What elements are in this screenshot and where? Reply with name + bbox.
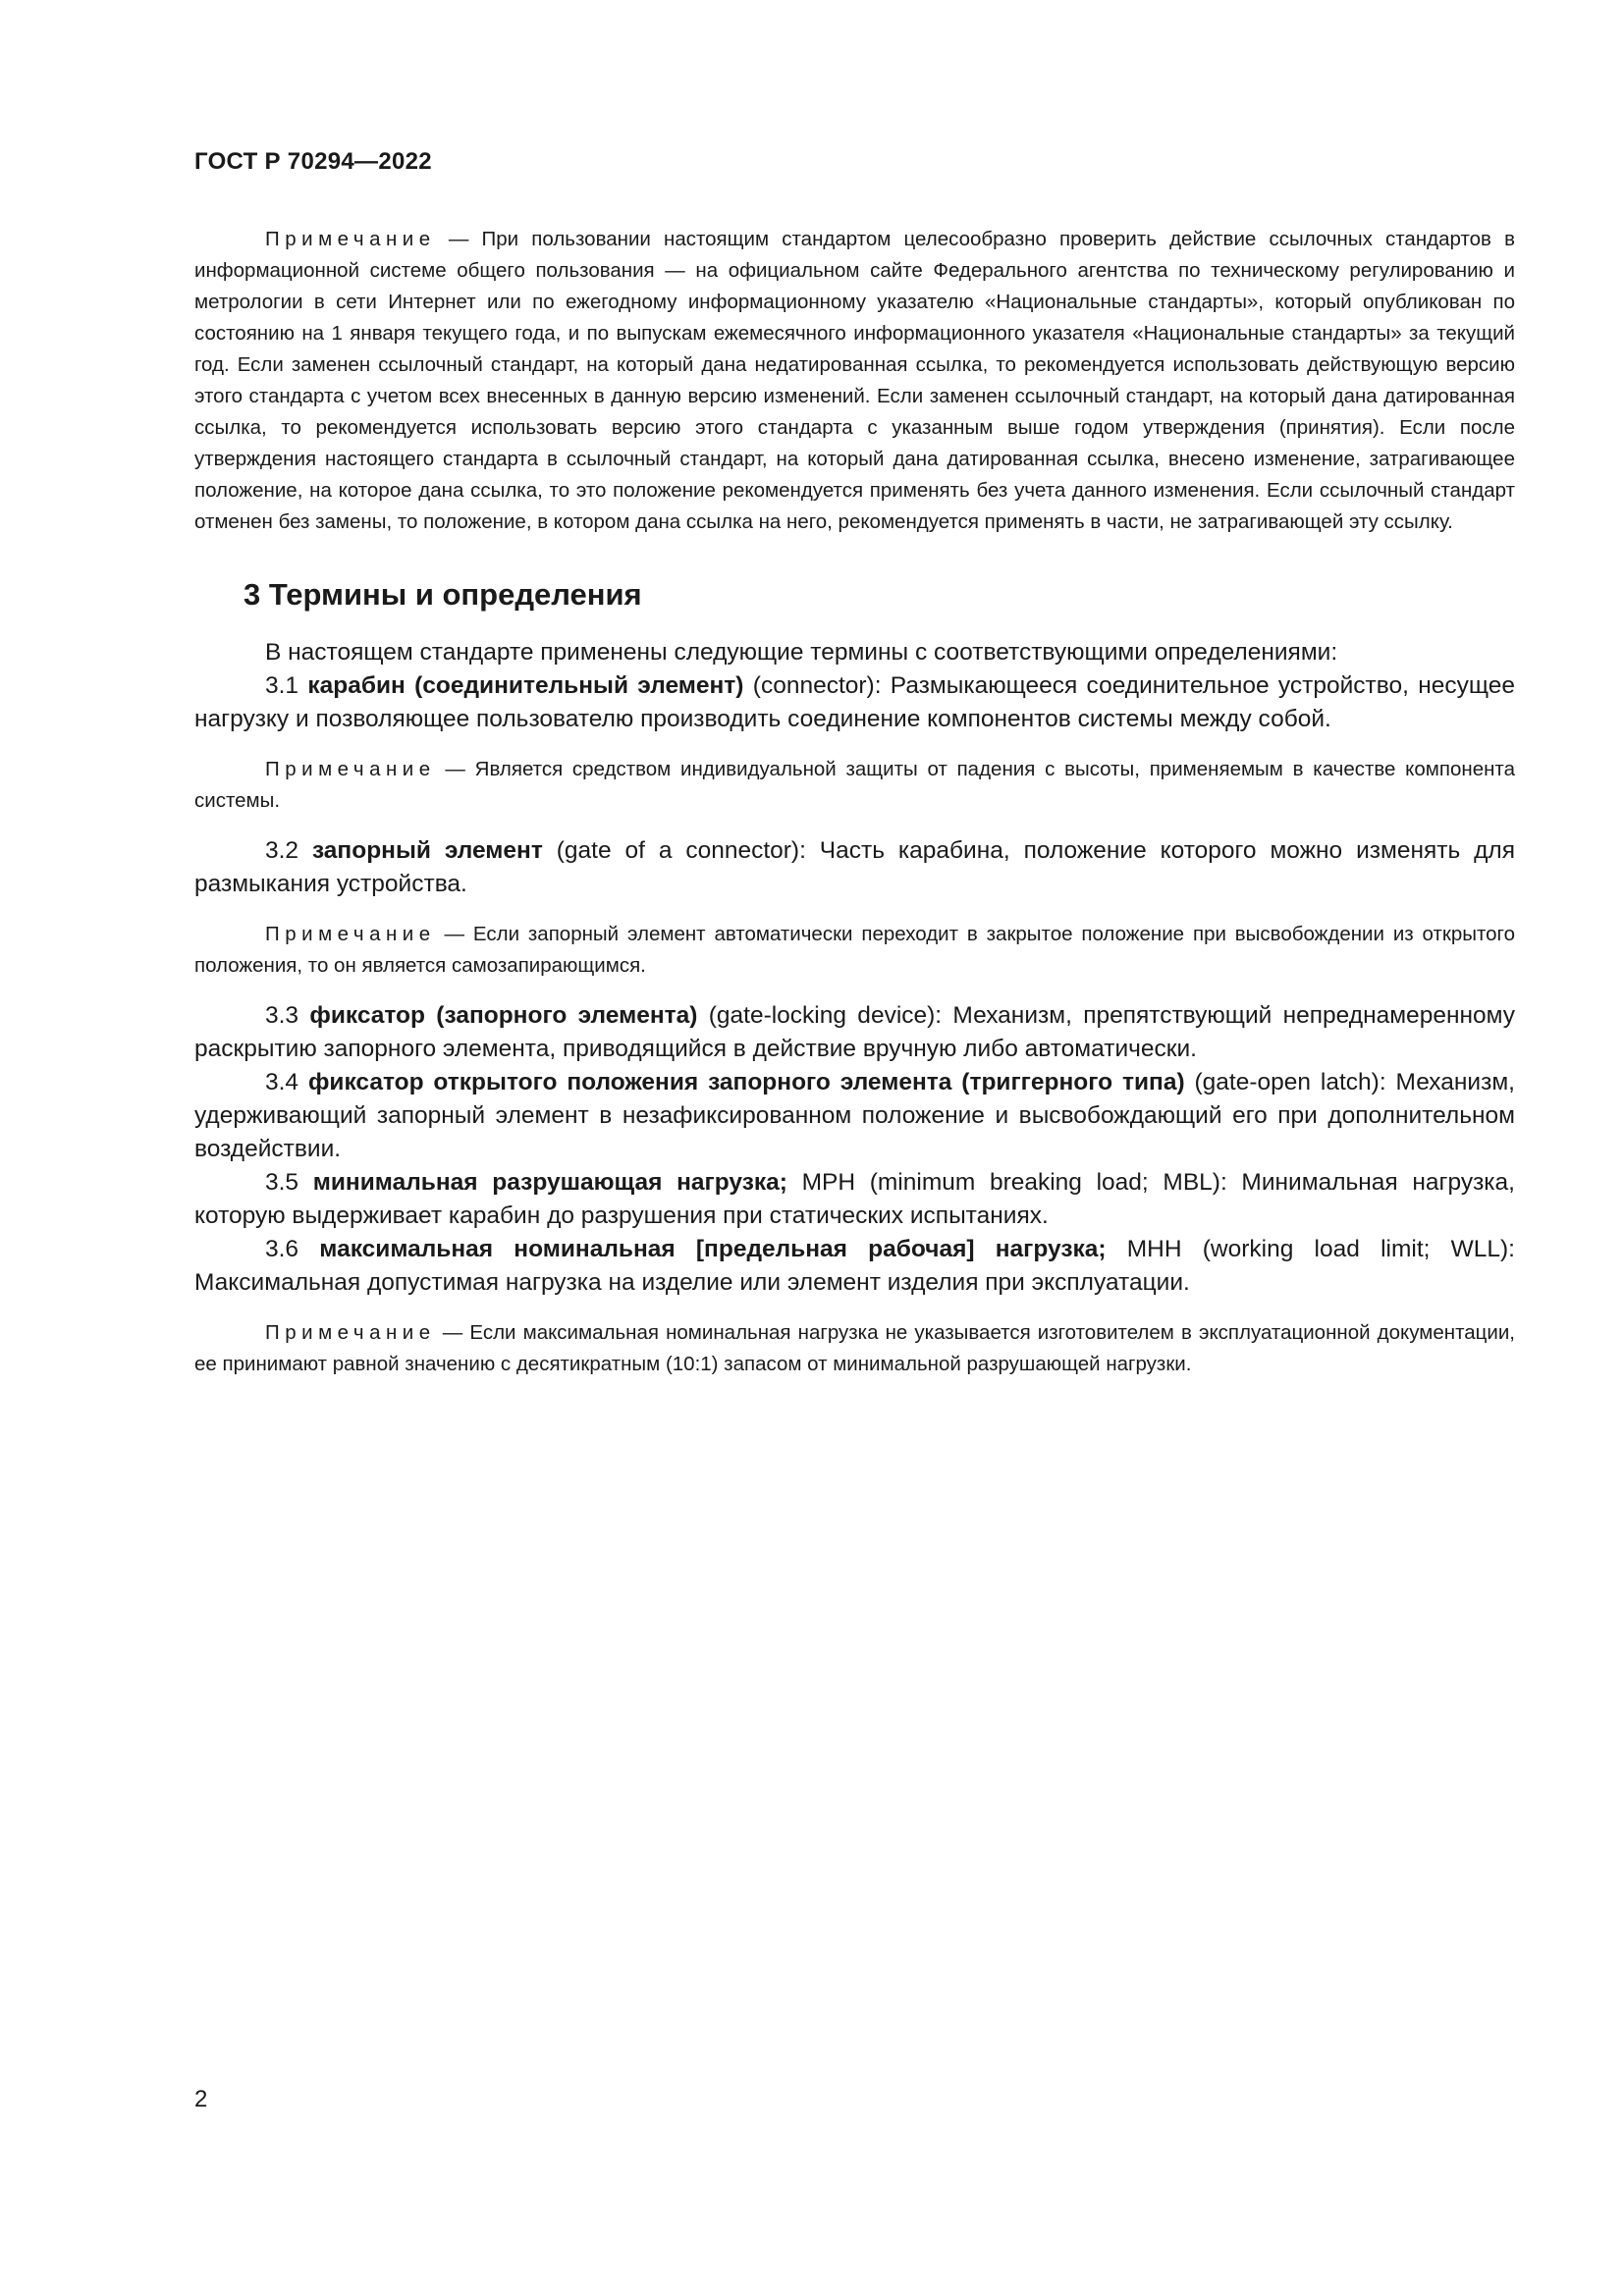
term-definition: (gate-locking device): Механизм, препятствующий непреднамеренному раскрытию запорного элемента, приводящийся в действие вручную либо автоматически.: [194, 1002, 1515, 1062]
note-referenced-standards: Примечание — При пользовании настоящим стандартом целесообразно проверить действие ссылочных стандартов в информационной системе общего пользования — на официальном сайте Федерального агентства по техническому регулированию и метрологии в сети Интернет или по ежегодному информационному указателю «Национальные стандарты», который опубликован по состоянию на 1 января текущего года, и по выпускам ежемесячного информационного указателя «Национальные стандарты» за текущий год. Если заменен ссылочный стандарт, на который дана недатированная ссылка, то рекомендуется использовать действующую версию этого стандарта с учетом всех внесенных в данную версию изменений. Если заменен ссылочный стандарт, на который дана датированная ссылка, то рекомендуется использовать версию этого стандарта с указанным выше годом утверждения (принятия). Если после утверждения настоящего стандарта в ссылочный стандарт, на который дана датированная ссылка, внесено изменение, затрагивающее положение, на которое дана ссылка, то это положение рекомендуется применять без учета данного изменения. Если ссылочный стандарт отменен без замены, то положение, в котором дана ссылка на него, рекомендуется применять в части, не затрагивающей эту ссылку.: [194, 228, 1515, 533]
page-content: [194, 224, 1515, 1380]
note-label: Примечание: [265, 758, 436, 780]
page-number: 2: [194, 2086, 208, 2112]
note-label: Примечание: [265, 923, 436, 945]
note-text: Если максимальная номинальная нагрузка не указывается изготовителем в эксплуатационной документации, ее принимают равной значению с десятикратным (10:1) запасом от минимальной разрушающей нагрузки.: [194, 1321, 1515, 1375]
term-3-2: 3.2 запорный элемент (gate of a connector): Часть карабина, положение которого можно изменять для размыкания устройства.: [194, 837, 1515, 897]
note-label: Примечание: [265, 228, 436, 250]
term-name: фиксатор открытого положения запорного элемента (триггерного типа): [307, 1069, 1185, 1095]
term-definition: (gate of a connector): Часть карабина, положение которого можно изменять для размыкания устройства.: [194, 837, 1515, 897]
note-text: Если запорный элемент автоматически переходит в закрытое положение при высвобождении из открытого положения, то он является самозапирающимся.: [194, 923, 1515, 977]
document-code-header: ГОСТ Р 70294—2022: [194, 148, 432, 175]
term-name: запорный элемент: [311, 837, 543, 864]
term-3-5: 3.5 минимальная разрушающая нагрузка; МРН (minimum breaking load; MBL): Минимальная нагрузка, которую выдерживает карабин до разрушения при статических испытаниях.: [194, 1169, 1515, 1229]
term-name: максимальная номинальная [предельная рабочая] нагрузка;: [319, 1236, 1107, 1262]
term-definition: МНН (working load limit; WLL): Максимальная допустимая нагрузка на изделие или элемент изделия при эксплуатации.: [194, 1236, 1515, 1296]
term-definition: (gate-open latch): Механизм, удерживающий запорный элемент в незафиксированном положение и высвобождающий его при дополнительном воздействии.: [194, 1069, 1515, 1162]
term-name: фиксатор (запорного элемента): [309, 1002, 698, 1029]
term-name: карабин (соединительный элемент): [307, 672, 744, 699]
section-title: 3 Термины и определения: [244, 577, 642, 612]
term-name: минимальная разрушающая нагрузка;: [312, 1169, 787, 1196]
term-3-3: 3.3 фиксатор (запорного элемента) (gate-locking device): Механизм, препятствующий непреднамеренному раскрытию запорного элемента, приводящийся в действие вручную либо автоматически.: [194, 1002, 1515, 1062]
note-term-3-1: Примечание — Является средством индивидуальной защиты от падения с высоты, применяемым в качестве компонента системы.: [194, 758, 1515, 812]
term-3-1: 3.1 карабин (соединительный элемент) (connector): Размыкающееся соединительное устройство, несущее нагрузку и позволяющее пользователю производить соединение компонентов системы между собой.: [194, 672, 1516, 732]
term-definition: (connector): Размыкающееся соединительное устройство, несущее нагрузку и позволяющее пользователю производить соединение компонентов системы между собой.: [194, 672, 1516, 732]
term-3-4: 3.4 фиксатор открытого положения запорного элемента (триггерного типа) (gate-open latch): Механизм, удерживающий запорный элемент в незафиксированном положение и высвобождающий его при дополнительном воздействии.: [194, 1069, 1515, 1162]
note-label: Примечание: [265, 1321, 436, 1344]
section-intro: В настоящем стандарте применены следующие термины с соответствующими определениями:: [265, 639, 1338, 666]
note-text: При пользовании настоящим стандартом целесообразно проверить действие ссылочных стандартов в информационной системе общего пользования — на официальном сайте Федерального агентства по техническому регулированию и метрологии в сети Интернет или по ежегодному информационному указателю «Национальные стандарты», который опубликован по состоянию на 1 января текущего года, и по выпускам ежемесячного информационного указателя «Национальные стандарты» за текущий год. Если заменен ссылочный стандарт, на который дана недатированная ссылка, то рекомендуется использовать действующую версию этого стандарта с учетом всех внесенных в данную версию изменений. Если заменен ссылочный стандарт, на который дана датированная ссылка, то рекомендуется использовать версию этого стандарта с указанным выше годом утверждения (принятия). Если после утверждения настоящего стандарта в ссылочный стандарт, на который дана датированная ссылка, внесено изменение, затрагивающее положение, на которое дана ссылка, то это положение рекомендуется применять без учета данного изменения. Если ссылочный стандарт отменен без замены, то положение, в котором дана ссылка на него, рекомендуется применять в части, не затрагивающей эту ссылку.: [194, 228, 1515, 533]
note-term-3-2: Примечание — Если запорный элемент автоматически переходит в закрытое положение при высвобождении из открытого положения, то он является самозапирающимся.: [194, 923, 1515, 977]
term-3-6: 3.6 максимальная номинальная [предельная рабочая] нагрузка; МНН (working load limit; WLL): Максимальная допустимая нагрузка на изделие или элемент изделия при эксплуатации.: [194, 1236, 1515, 1296]
note-text: Является средством индивидуальной защиты от падения с высоты, применяемым в качестве компонента системы.: [194, 758, 1515, 812]
note-term-3-6: Примечание — Если максимальная номинальная нагрузка не указывается изготовителем в эксплуатационной документации, ее принимают равной значению с десятикратным (10:1) запасом от минимальной разрушающей нагрузки.: [194, 1321, 1515, 1375]
term-definition: МРН (minimum breaking load; MBL): Минимальная нагрузка, которую выдерживает карабин до разрушения при статических испытаниях.: [194, 1169, 1515, 1229]
